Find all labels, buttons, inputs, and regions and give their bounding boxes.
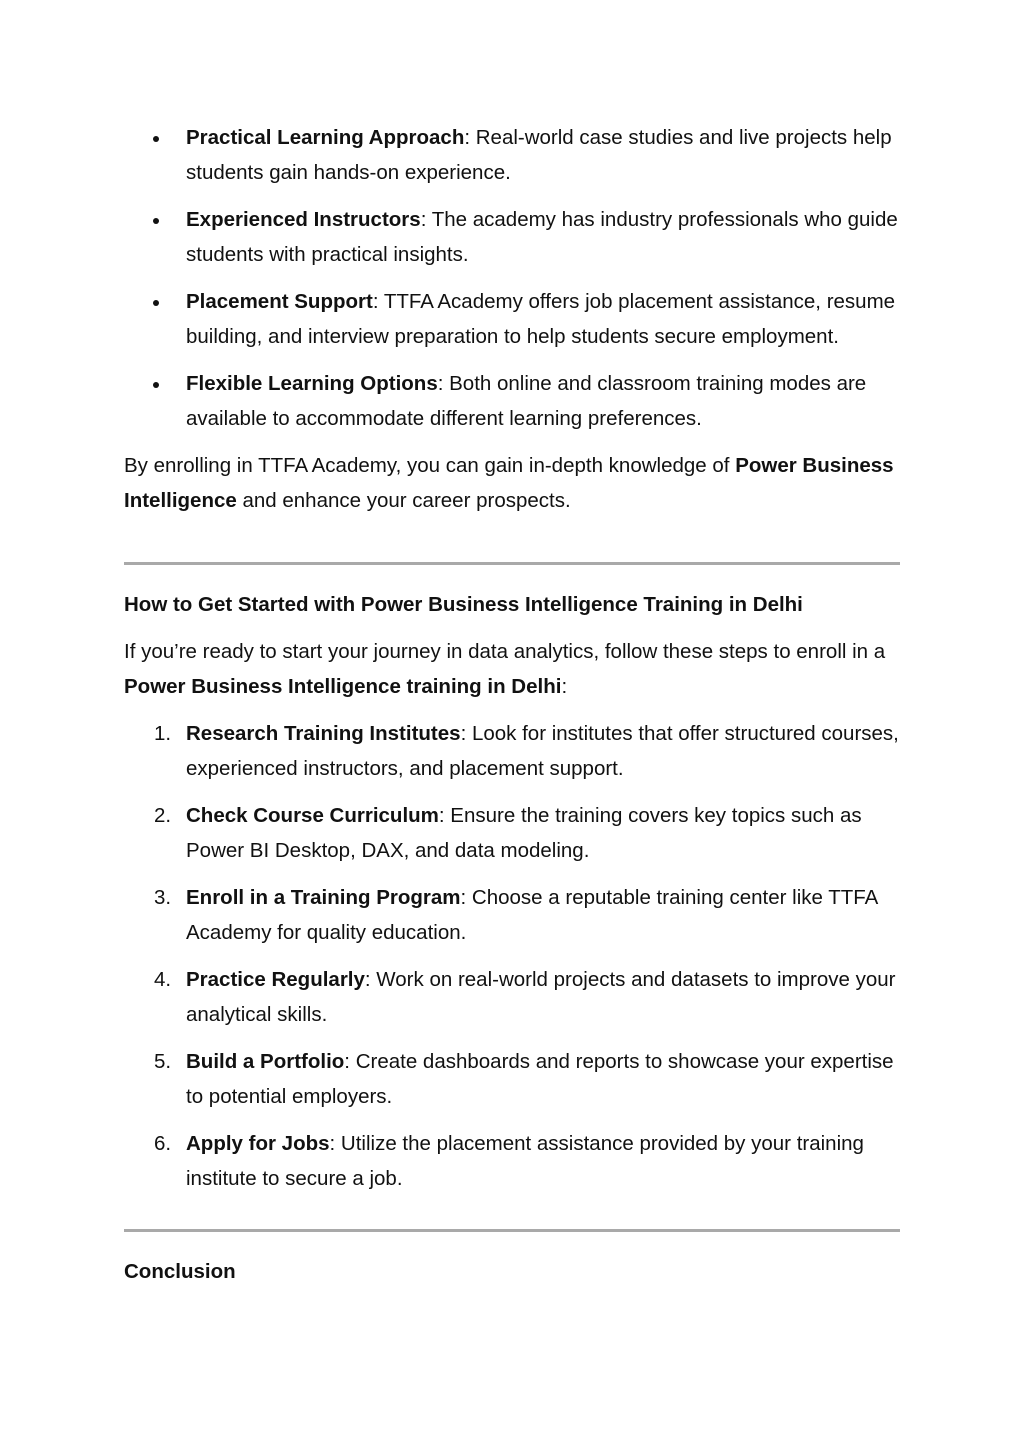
section-divider <box>124 1229 900 1232</box>
section-divider <box>124 562 900 565</box>
feature-text: : The academy has industry professionals who guide students with practical insights. <box>186 208 898 266</box>
step-item <box>124 798 900 868</box>
step-title: Research Training Institutes <box>186 722 461 745</box>
step-item <box>124 1044 900 1114</box>
document-page <box>124 120 900 1301</box>
step-title: Apply for Jobs <box>186 1132 330 1155</box>
enroll-text-before: By enrolling in TTFA Academy, you can gain in-depth knowledge of <box>124 454 736 477</box>
bullet-icon <box>153 382 159 388</box>
feature-text: : Real-world case studies and live projects help students gain hands-on experience. <box>186 126 892 184</box>
step-title: Check Course Curriculum <box>186 804 439 827</box>
intro-text-before: If you’re ready to start your journey in data analytics, follow these steps to enroll in a <box>124 640 886 663</box>
feature-title: Practical Learning Approach <box>186 126 465 149</box>
section-heading: How to Get Started with Power Business Intelligence Training in Delhi <box>124 593 803 616</box>
enroll-paragraph <box>124 448 900 518</box>
step-text: : Look for institutes that offer structured courses, experienced instructors, and placement support. <box>186 722 899 780</box>
step-text: : Choose a reputable training center like TTFA Academy for quality education. <box>186 886 878 944</box>
intro-text-bold: Power Business Intelligence training in Delhi <box>124 675 562 698</box>
step-text: : Create dashboards and reports to showcase your expertise to potential employers. <box>186 1050 894 1108</box>
step-number: 2. <box>154 804 172 827</box>
enroll-text-bold: Power Business Intelligence <box>124 454 894 512</box>
step-number: 4. <box>154 968 172 991</box>
bullet-icon <box>153 136 159 142</box>
feature-title: Experienced Instructors <box>186 208 421 231</box>
bullet-icon <box>153 218 159 224</box>
step-title: Build a Portfolio <box>186 1050 345 1073</box>
steps-list <box>124 716 900 1196</box>
step-title: Practice Regularly <box>186 968 365 991</box>
feature-text: : Both online and classroom training modes are available to accommodate different learning preferences. <box>186 372 867 430</box>
step-number: 5. <box>154 1050 172 1073</box>
feature-title: Flexible Learning Options <box>186 372 438 395</box>
intro-text-after: : <box>561 675 568 698</box>
step-text: : Utilize the placement assistance provided by your training institute to secure a job. <box>186 1132 864 1190</box>
feature-item <box>124 366 900 436</box>
step-number: 3. <box>154 886 172 909</box>
step-item <box>124 716 900 786</box>
step-item <box>124 880 900 950</box>
enroll-text-after: and enhance your career prospects. <box>236 489 571 512</box>
features-list <box>124 120 900 436</box>
step-number: 6. <box>154 1132 172 1155</box>
intro-paragraph <box>124 634 900 704</box>
conclusion-heading: Conclusion <box>124 1260 236 1283</box>
step-text: : Ensure the training covers key topics such as Power BI Desktop, DAX, and data modeling. <box>186 804 862 862</box>
step-text: : Work on real-world projects and datasets to improve your analytical skills. <box>186 968 896 1026</box>
step-item <box>124 962 900 1032</box>
feature-item <box>124 284 900 354</box>
step-number: 1. <box>154 722 172 745</box>
feature-title: Placement Support <box>186 290 373 313</box>
step-item <box>124 1126 900 1196</box>
feature-item <box>124 120 900 190</box>
bullet-icon <box>153 300 159 306</box>
feature-text: : TTFA Academy offers job placement assistance, resume building, and interview preparation to help students secure employment. <box>186 290 896 348</box>
feature-item <box>124 202 900 272</box>
step-title: Enroll in a Training Program <box>186 886 461 909</box>
